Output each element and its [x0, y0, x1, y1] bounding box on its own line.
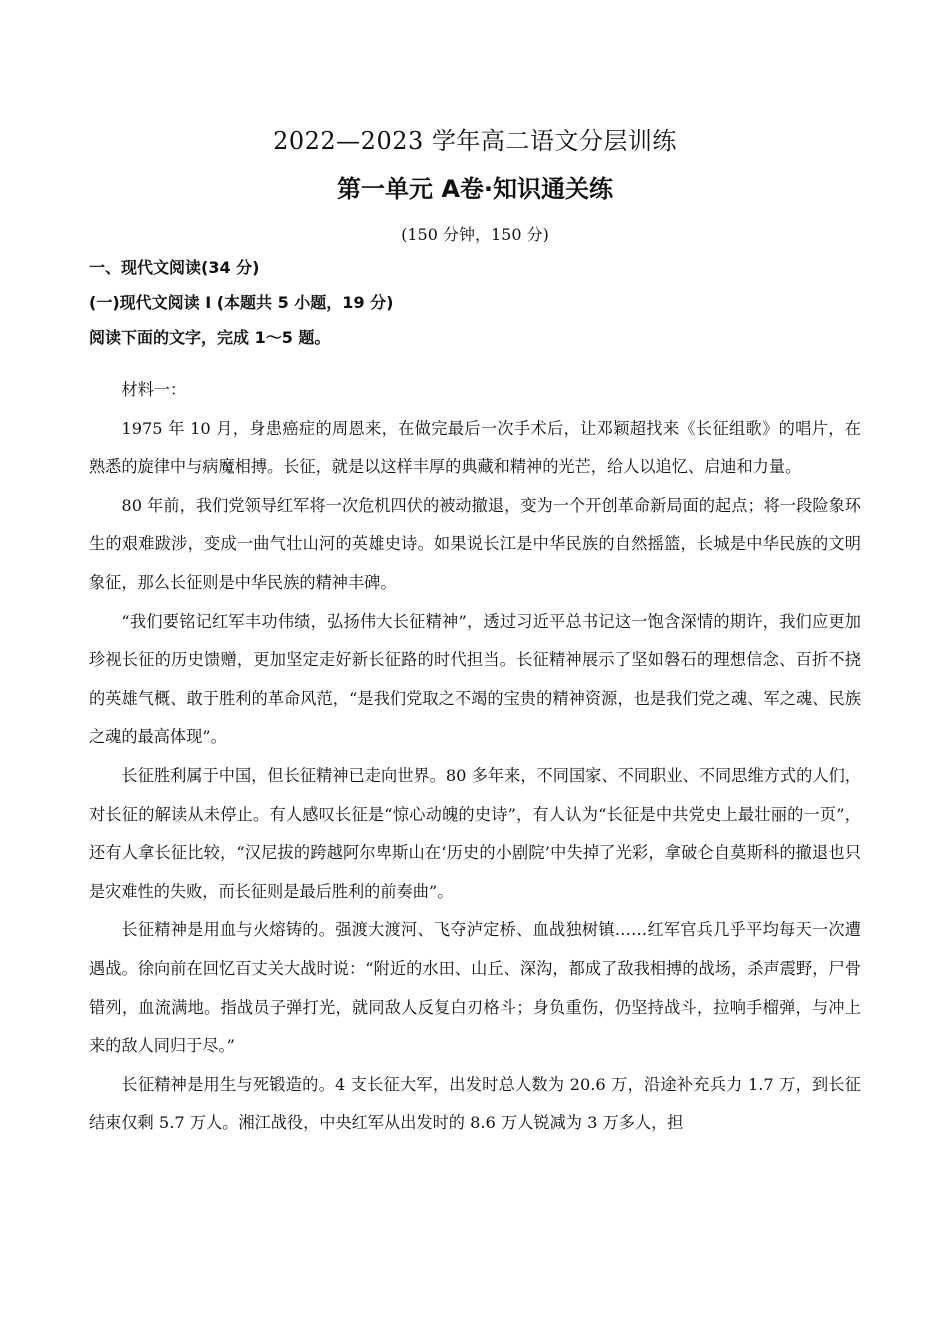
time-score-note: (150 分钟，150 分) [401, 225, 549, 244]
material-text [89, 371, 861, 1143]
section-heading-part1: 一、现代文阅读(34 分) [89, 258, 260, 277]
paragraph: 长征胜利属于中国，但长征精神已走向世界。80 多年来，不同国家、不同职业、不同思维方式的人们，对长征的解读从未停止。有人感叹长征是“惊心动魄的史诗”，有人认为“长征是中共党史上最壮丽的一页”，还有人拿长征比较，“汉尼拔的跨越阿尔卑斯山在‘历史的小剧院’中失掉了光彩，拿破仑自莫斯科的撤退也只是灾难性的失败，而长征则是最后胜利的前奏曲”。 [89, 765, 861, 901]
section-subheading-reading1: (一)现代文阅读 I (本题共 5 小题，19 分) [89, 293, 394, 312]
document-subtitle: 第一单元 A卷·知识通关练 [336, 175, 614, 203]
paragraph: “我们要铭记红军丰功伟绩，弘扬伟大长征精神”，透过习近平总书记这一饱含深情的期许，我们应更加珍视长征的历史馈赠，更加坚定走好新长征路的时代担当。长征精神展示了坚如磐石的理想信念、百折不挠的英雄气概、敢于胜利的革命风范，“是我们党取之不竭的宝贵的精神资源，也是我们党之魂、军之魂、民族之魂的最高体现”。 [89, 611, 861, 747]
paragraph: 长征精神是用生与死锻造的。4 支长征大军，出发时总人数为 20.6 万，沿途补充兵力 1.7 万，到长征结束仅剩 5.7 万人。湘江战役，中央红军从出发时的 8.6 万人锐减为 3 万多人，担 [89, 1074, 861, 1133]
reading-instruction: 阅读下面的文字，完成 1～5 题。 [89, 328, 331, 347]
material-label: 材料一： [121, 380, 187, 399]
paragraph: 80 年前，我们党领导红军将一次危机四伏的被动撤退，变为一个开创革命新局面的起点；将一段险象环生的艰难跋涉，变成一曲气壮山河的英雄史诗。如果说长江是中华民族的自然摇篮，长城是中华民族的文明象征，那么长征则是中华民族的精神丰碑。 [89, 495, 861, 592]
document-title: 2022—2023 学年高二语文分层训练 [273, 127, 677, 155]
paragraph: 长征精神是用血与火熔铸的。强渡大渡河、飞夺泸定桥、血战独树镇……红军官兵几乎平均每天一次遭遇战。徐向前在回忆百丈关大战时说：“附近的水田、山丘、深沟，都成了敌我相搏的战场，杀声震野，尸骨错列，血流满地。指战员子弹打光，就同敌人反复白刃格斗；身负重伤，仍坚持战斗，拉响手榴弹，与冲上来的敌人同归于尽。” [89, 920, 861, 1056]
paragraph: 1975 年 10 月，身患癌症的周恩来，在做完最后一次手术后，让邓颖超找来《长征组歌》的唱片，在熟悉的旋律中与病魔相搏。长征，就是以这样丰厚的典藏和精神的光芒，给人以追忆、启迪和力量。 [89, 418, 861, 477]
